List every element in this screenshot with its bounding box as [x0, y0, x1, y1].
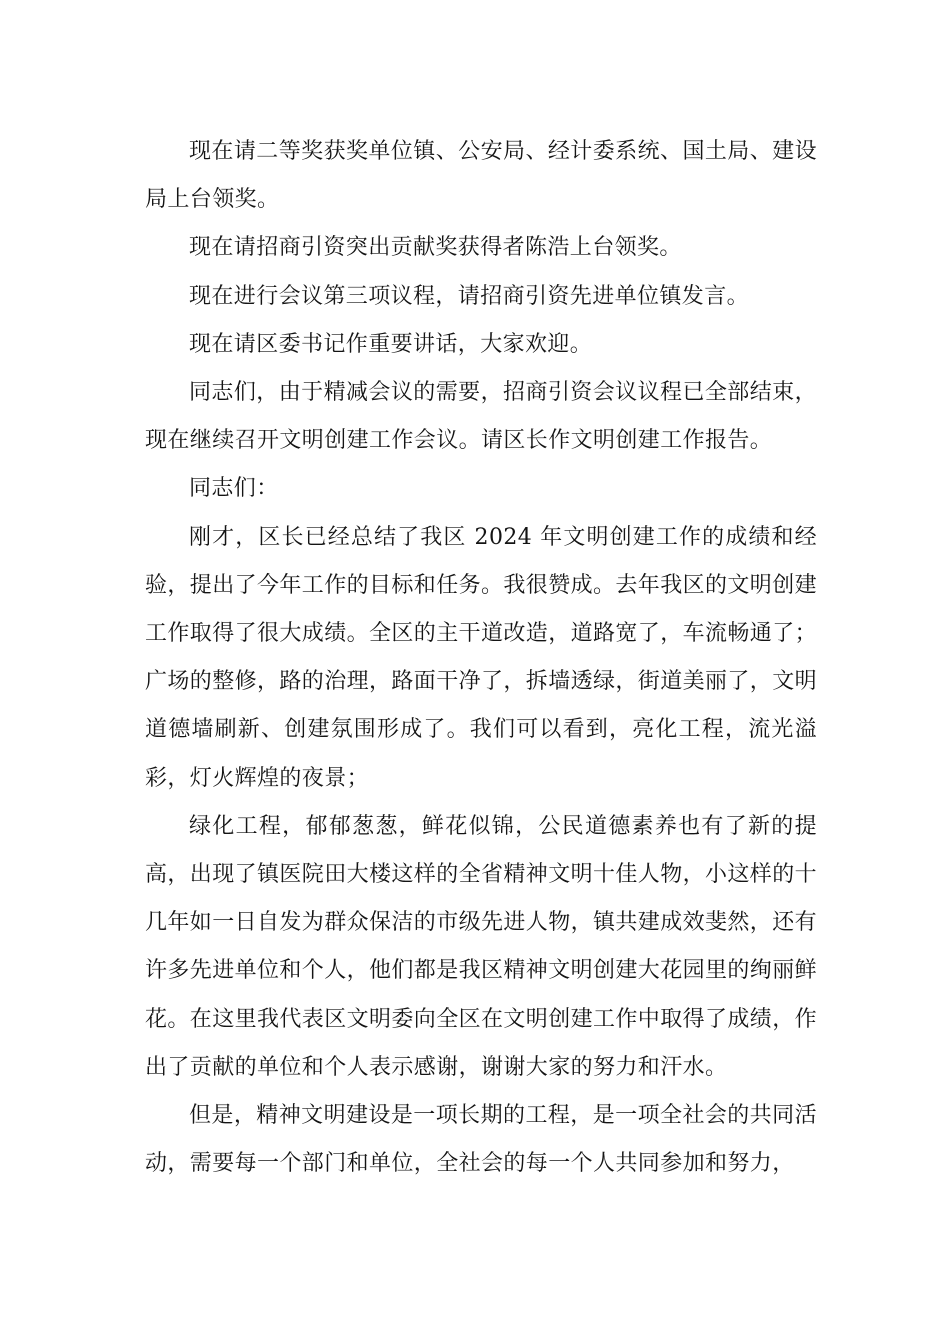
- paragraph-award-second-prize: 现在请二等奖获奖单位镇、公安局、经计委系统、国土局、建设局上台领奖。: [145, 139, 817, 213]
- paragraph-salutation: 同志们：: [189, 476, 279, 502]
- paragraph-meeting-transition: 同志们，由于精减会议的需要，招商引资会议议程已全部结束，现在继续召开文明创建工作会议。请区长作文明创建工作报告。: [145, 380, 817, 454]
- document-body: [145, 128, 817, 1188]
- paragraph-greening-thanks: 绿化工程，郁郁葱葱，鲜花似锦，公民道德素养也有了新的提高，出现了镇医院田大楼这样的全省精神文明十佳人物，小这样的十几年如一日自发为群众保洁的市级先进人物，镇共建成效斐然，还有许多先进单位和个人，他们都是我区精神文明创建大花园里的绚丽鲜花。在这里我代表区文明委向全区在文明创建工作中取得了成绩，作出了贡献的单位和个人表示感谢，谢谢大家的努力和汗水。: [145, 813, 818, 1080]
- paragraph-award-investment: 现在请招商引资突出贡献奖获得者陈浩上台领奖。: [189, 235, 682, 261]
- paragraph-agenda-item-three: 现在进行会议第三项议程，请招商引资先进单位镇发言。: [189, 283, 750, 309]
- paragraph-secretary-speech: 现在请区委书记作重要讲话，大家欢迎。: [189, 331, 593, 357]
- paragraph-long-term-work: 但是，精神文明建设是一项长期的工程，是一项全社会的共同活动，需要每一个部门和单位，全社会的每一个人共同参加和努力，: [145, 1103, 817, 1177]
- paragraph-achievements: 刚才，区长已经总结了我区 2024 年文明创建工作的成绩和经验，提出了今年工作的目标和任务。我很赞成。去年我区的文明创建工作取得了很大成绩。全区的主干道改造，道路宽了，车流畅通了；广场的整修，路的治理，路面干净了，拆墙透绿，街道美丽了，文明道德墙刷新、创建氛围形成了。我们可以看到，亮化工程，流光溢彩，灯火辉煌的夜景；: [145, 524, 818, 791]
